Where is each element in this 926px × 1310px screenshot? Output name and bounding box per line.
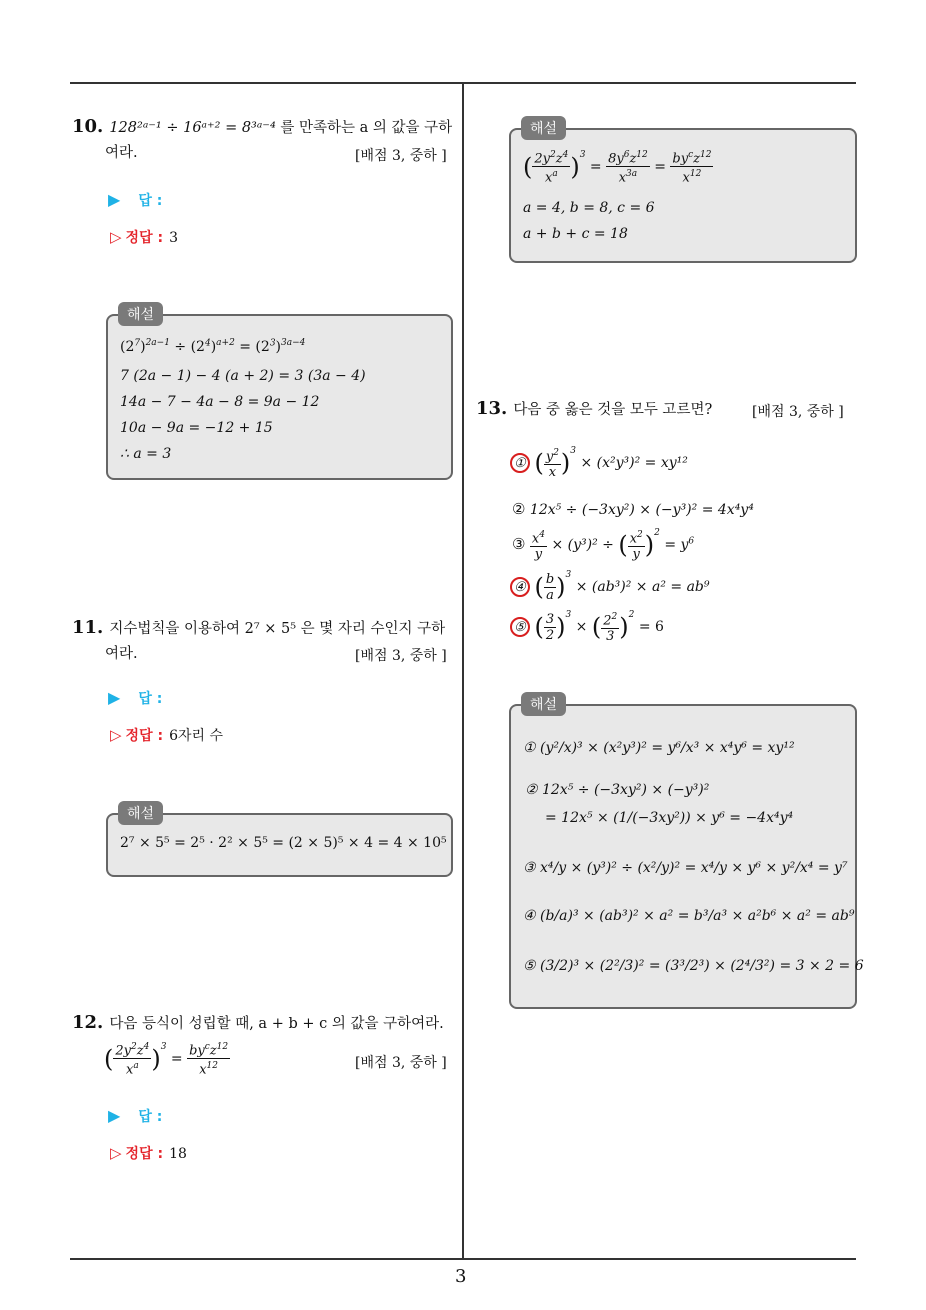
q13-solution-line5: ④ (b/a)³ × (ab³)² × a² = b³/a³ × a²b⁶ × a² = ab⁹ [523, 908, 855, 924]
correct-label: 정답 : [125, 728, 164, 744]
play-arrow-icon: ▶ [108, 688, 121, 707]
solution-tag: 해설 [118, 801, 163, 825]
q13-option-3[interactable]: ③ $\frac{x^4}{y}$ × (y³)² ÷ ( $\frac{x^2}{y}$ )$^2 = y^6$ [512, 528, 695, 563]
answer-label: 답 : [138, 1109, 163, 1125]
q13-option-4-num: ④ [510, 577, 530, 597]
q12-solution-box [509, 121, 857, 263]
q13-option-1-rest: × (x²y³)² = xy¹² [580, 455, 688, 472]
solution-tag: 해설 [521, 692, 566, 716]
q11-text-main: 지수법칙을 이용하여 2⁷ × 5⁵ 은 몇 자리 수인지 구하 [109, 621, 446, 637]
q13-solution-line4: ③ x⁴/y × (y³)² ÷ (x²/y)² = x⁴/y × y⁶ × y²/x⁴ = y⁷ [523, 860, 848, 876]
q10-solution-box [106, 307, 453, 480]
q10-correct-value: 3 [169, 230, 178, 246]
q11-correct-value: 6자리 수 [169, 728, 224, 744]
q12-equation: ( $\frac{2y^2z^4}{x^a}$ )$^3$ = $\frac{by^cz^{12}}{x^{12}}$ [104, 1041, 229, 1078]
triangle-outline-icon: ▷ [110, 726, 122, 744]
q13-option-3-num: ③ [512, 535, 526, 554]
q10-solution-line1: $(2^7)^{2a-1} \div (2^4)^{a+2} = (2^3)^{3a-4}$ [120, 338, 306, 355]
q13-option-1-num: ① [510, 453, 530, 473]
q12-solution-line2: a = 4, b = 8, c = 6 [523, 200, 655, 216]
q13-option-4-rest: × (ab³)² × a² = ab⁹ [575, 579, 710, 595]
q13-option-2-rest: 12x⁵ ÷ (−3xy²) × (−y³)² = 4x⁴y⁴ [529, 502, 754, 518]
q13-meta: [배점 3, 중하 ] [752, 404, 844, 420]
triangle-outline-icon: ▷ [110, 1144, 122, 1162]
q13-text-main: 다음 중 옳은 것을 모두 고르면? [513, 402, 713, 418]
q12-correct-row [110, 1143, 187, 1163]
q13-solution-line6: ⑤ (3/2)³ × (2²/3)² = (3³/2³) × (2⁴/3²) = 3 × 2 = 6 [523, 958, 864, 974]
q11-meta: [배점 3, 중하 ] [355, 648, 447, 664]
q12-text-main: 다음 등식이 성립할 때, a + b + c 의 값을 구하여라. [109, 1016, 444, 1032]
q10-math: 128²ᵃ⁻¹ ÷ 16ᵃ⁺² = 8³ᵃ⁻⁴ [109, 120, 276, 136]
q11-number: 11. [72, 617, 104, 638]
q10-text-rest: 를 만족하는 a 의 값을 구하 [275, 120, 453, 136]
q10-answer-row[interactable] [108, 190, 162, 210]
q12-answer-row[interactable] [108, 1106, 162, 1126]
q12-solution-line1: ( $\frac{2y^2z^4}{x^a}$ )$^3$ = $\frac{8y^6z^{12}}{x^{3a}}$ = $\frac{by^cz^{12}}{x^{12}}$ [523, 149, 712, 186]
q11-answer-row[interactable] [108, 688, 162, 708]
q13-solution-line3: = 12x⁵ × (1/(−3xy²)) × y⁶ = −4x⁴y⁴ [545, 810, 794, 826]
q13-option-5-num: ⑤ [510, 617, 530, 637]
q13-option-2-num: ② [512, 500, 526, 518]
q13-option-5[interactable]: ⑤ ( $\frac{3}{2}$ )$^3$ × ( $\frac{2^2}{3}$ )$^2$ = 6 [510, 610, 664, 644]
correct-label: 정답 : [125, 230, 164, 246]
q11-text-line2: 여라. [105, 646, 138, 662]
solution-tag: 해설 [521, 116, 566, 140]
q13-text [476, 396, 712, 423]
q11-text [72, 615, 445, 642]
q13-solution-line1: ① (y²/x)³ × (x²y³)² = y⁶/x³ × x⁴y⁶ = xy¹² [523, 740, 795, 756]
q11-correct-row [110, 725, 223, 745]
q13-option-1[interactable]: ① ( $\frac{y^2}{x}$ )$^3$ × (x²y³)² = xy¹² [510, 446, 688, 480]
q12-solution-line3: a + b + c = 18 [523, 226, 628, 242]
q13-option-4[interactable]: ④ ( $\frac{b}{a}$ )$^3$ × (ab³)² × a² = ab⁹ [510, 570, 710, 603]
q12-number: 12. [72, 1012, 104, 1033]
bottom-rule [70, 1258, 856, 1260]
solution-tag: 해설 [118, 302, 163, 326]
page-number: 3 [455, 1266, 467, 1287]
q12-meta: [배점 3, 중하 ] [355, 1055, 447, 1071]
q11-solution-box [106, 806, 453, 877]
q13-solution-box [509, 697, 864, 1009]
q11-solution-line1: 2⁷ × 5⁵ = 2⁵ · 2² × 5⁵ = (2 × 5)⁵ × 4 = 4 × 10⁵ [120, 835, 447, 851]
q12-text [72, 1010, 444, 1037]
q10-text [72, 114, 452, 141]
q10-correct-row [110, 227, 178, 247]
q10-number: 10. [72, 116, 104, 137]
q10-solution-line2: 7 (2a − 1) − 4 (a + 2) = 3 (3a − 4) [120, 368, 366, 384]
q13-option-5-rest: = 6 [638, 619, 664, 636]
q10-solution-line3: 14a − 7 − 4a − 8 = 9a − 12 [120, 394, 320, 410]
answer-label: 답 : [138, 691, 163, 707]
correct-label: 정답 : [125, 1146, 164, 1162]
q10-solution-line5: ∴ a = 3 [120, 446, 172, 462]
q10-text-line2: 여라. [105, 145, 138, 161]
q10-solution-line4: 10a − 9a = −12 + 15 [120, 420, 273, 436]
q13-option-3-rest: × (y³)² ÷ [551, 537, 614, 554]
q13-solution-line2: ② 12x⁵ ÷ (−3xy²) × (−y³)² [525, 782, 710, 798]
q12-correct-value: 18 [169, 1146, 187, 1162]
column-divider [462, 82, 464, 1260]
q13-option-2[interactable] [512, 500, 754, 518]
play-arrow-icon: ▶ [108, 190, 121, 209]
triangle-outline-icon: ▷ [110, 228, 122, 246]
answer-label: 답 : [138, 193, 163, 209]
play-arrow-icon: ▶ [108, 1106, 121, 1125]
q13-number: 13. [476, 398, 508, 419]
q10-meta: [배점 3, 중하 ] [355, 148, 447, 164]
